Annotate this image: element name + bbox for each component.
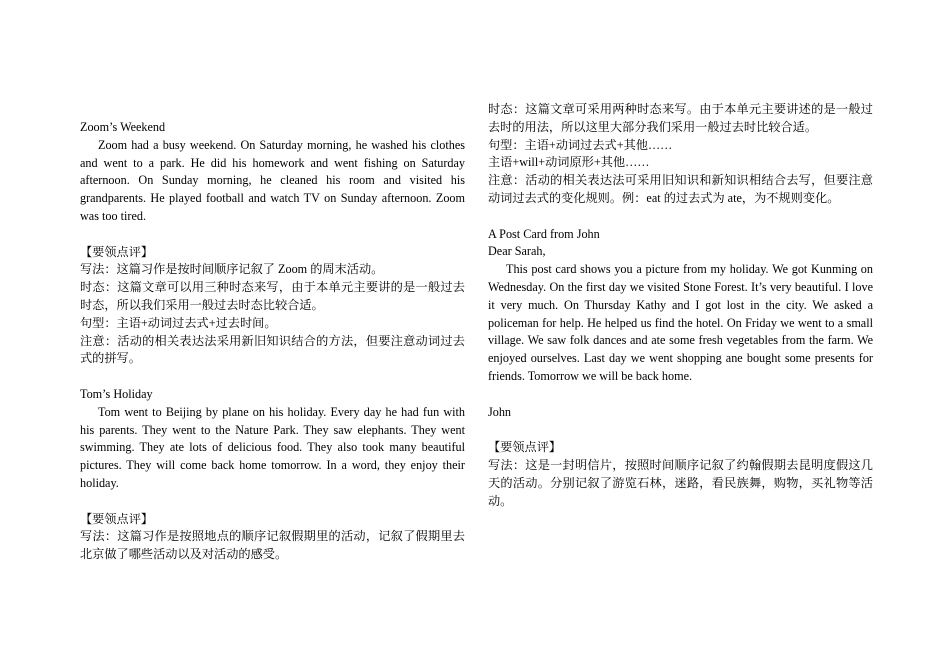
review-2-tense: 时态：这篇文章可采用两种时态来写。由于本单元主要讲述的是一般过去时的用法，所以这里大部分我们采用一般过去时比较合适。 [488,102,873,134]
tom-essay-title: Tom’s Holiday [80,386,153,401]
review-3-method: 写法：这是一封明信片，按照时间顺序记叙了约翰假期去昆明度假这几天的活动。分别记叙了游览石林，迷路，看民族舞，购物，买礼物等活动。 [488,457,873,508]
zoom-essay-body: Zoom had a busy weekend. On Saturday morning, he washed his clothes and went to a park. He did his homework and went fishing on Saturday afternoon. On Sunday morning, he cleaned his room and visited his grandparents. He played football and watch TV on Sunday afternoon. Zoom was too tired. [80,137,465,223]
tom-essay-body: Tom went to Beijing by plane on his holiday. Every day he had fun with his parents. They went to the Nature Park. They saw elephants. They went swimming. They ate lots of delicious food. They also took many beautiful pictures. They will come back home tomorrow. In a word, they enjoy their holiday. [80,404,465,490]
review-1-method: 写法：这篇习作是按时间顺序记叙了 Zoom 的周末活动。 [80,262,384,277]
left-column [80,119,465,564]
right-column [488,101,873,510]
postcard-title: A Post Card from John [488,226,600,241]
postcard-signature: John [488,404,512,419]
zoom-essay-title: Zoom’s Weekend [80,120,166,134]
review-2-method: 写法：这篇习作是按照地点的顺序记叙假期里的活动，记叙了假期里去北京做了哪些活动以及对活动的感受。 [80,529,465,562]
review-1-pattern: 句型：主语+动词过去式+过去时间。 [80,315,277,330]
review-1-note: 注意：活动的相关表达法采用新旧知识结合的方法，但要注意动词过去式的拼写。 [80,333,465,366]
review-2-pattern-2: 主语+will+动词原形+其他…… [488,155,650,170]
review-heading-1: 【要领点评】 [80,244,154,259]
review-heading-2: 【要领点评】 [80,511,154,526]
review-heading-3: 【要领点评】 [488,440,562,455]
review-1-tense: 时态：这篇文章可以用三种时态来写，由于本单元主要讲的是一般过去时态，所以我们采用一般过去时态比较合适。 [80,280,465,312]
review-2-note: 注意：活动的相关表达法可采用旧知识和新知识相结合去写，但要注意动词过去式的变化规则。例：eat 的过去式为 ate，为不规则变化。 [488,173,873,205]
postcard-body: This post card shows you a picture from my holiday. We got Kunming on Wednesday. On the first day we visited Stone Forest. It’s very beautiful. I love it very much. On Thursday Kathy and I got lost in the city. We asked a policeman for help. He helped us find the hotel. On Friday we went to a small village. We saw folk dances and ate some fresh vegetables from the farm. We enjoyed ourselves. Last day we went shopping ane bought some presents for friends. Tomorrow we will be back home. [488,262,873,383]
review-2-pattern-1: 句型：主语+动词过去式+其他…… [488,137,673,152]
postcard-greeting: Dear Sarah, [488,244,546,259]
